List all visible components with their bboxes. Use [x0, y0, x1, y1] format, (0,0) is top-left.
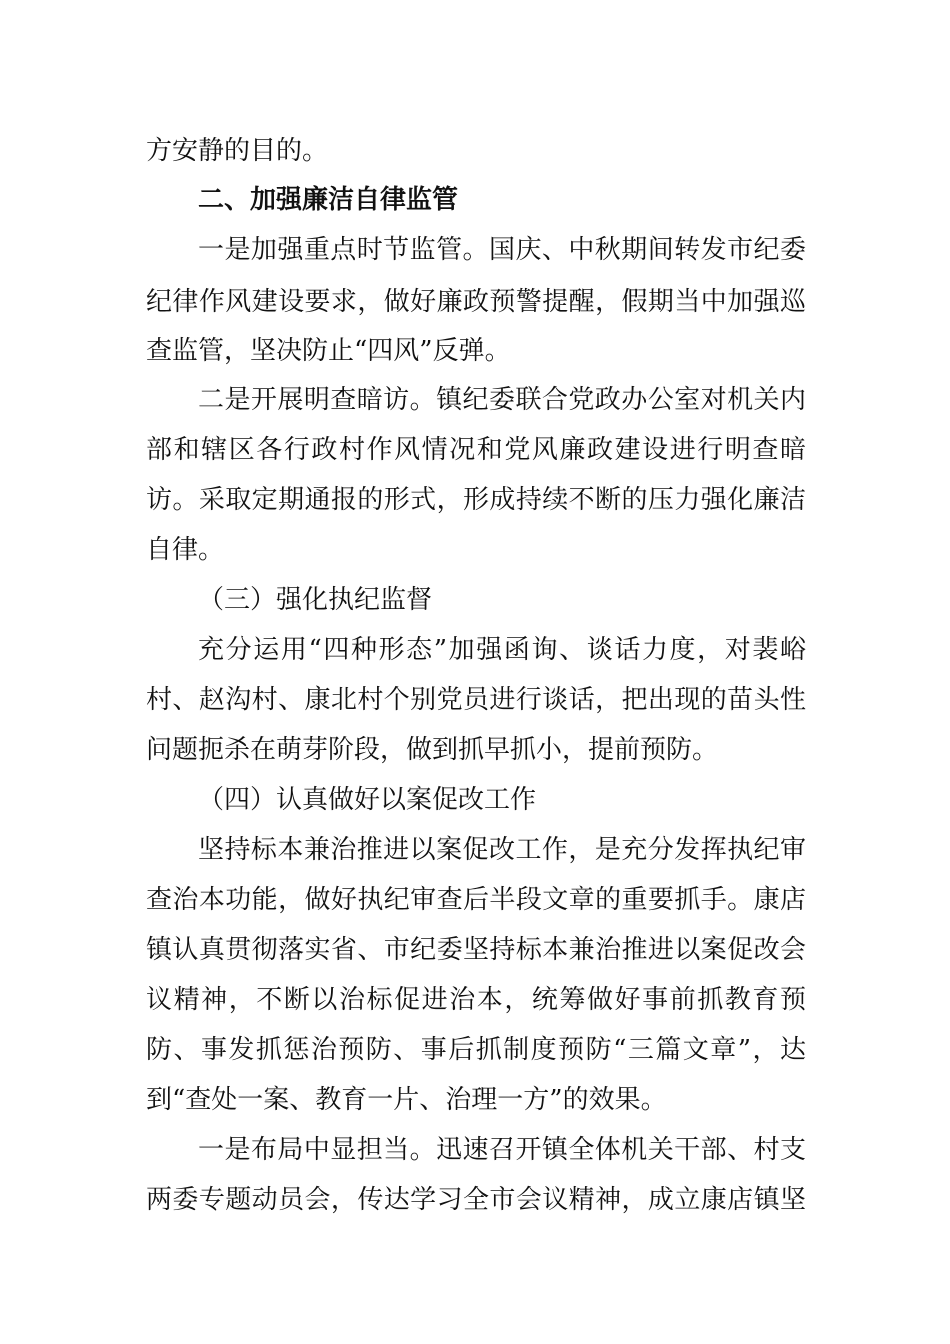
paragraph-line: 方安静的目的。: [146, 136, 329, 166]
paragraph-line: 到“查处一案、教育一片、治理一方”的效果。: [146, 1085, 667, 1115]
paragraph-line: 纪律作风建设要求，做好廉政预警提醒，假期当中加强巡: [146, 287, 806, 317]
paragraph-line: 镇认真贯彻落实省、市纪委坚持标本兼治推进以案促改会: [146, 935, 806, 965]
paragraph-line: 充分运用“四种形态”加强函询、谈话力度，对裴峪: [198, 635, 806, 665]
paragraph-line: 访。采取定期通报的形式，形成持续不断的压力强化廉洁: [146, 485, 806, 515]
paragraph-line: 一是布局中显担当。迅速召开镇全体机关干部、村支: [198, 1135, 806, 1165]
section-heading: （四）认真做好以案促改工作: [198, 785, 537, 815]
section-heading: （三）强化执纪监督: [198, 585, 433, 615]
paragraph-line: 防、事发抓惩治预防、事后抓制度预防“三篇文章”，达: [146, 1035, 806, 1065]
paragraph-line: 查监管，坚决防止“四风”反弹。: [146, 336, 511, 366]
paragraph-line: 问题扼杀在萌芽阶段，做到抓早抓小，提前预防。: [146, 735, 719, 765]
paragraph-line: 两委专题动员会，传达学习全市会议精神，成立康店镇坚: [146, 1185, 806, 1215]
paragraph-line: 查治本功能，做好执纪审查后半段文章的重要抓手。康店: [146, 885, 806, 915]
paragraph-line: 部和辖区各行政村作风情况和党风廉政建设进行明查暗: [146, 435, 806, 465]
paragraph-line: 坚持标本兼治推进以案促改工作，是充分发挥执纪审: [198, 835, 806, 865]
section-heading: 二、加强廉洁自律监管: [198, 185, 459, 215]
paragraph-line: 二是开展明查暗访。镇纪委联合党政办公室对机关内: [198, 385, 806, 415]
paragraph-line: 村、赵沟村、康北村个别党员进行谈话，把出现的苗头性: [146, 685, 806, 715]
paragraph-line: 一是加强重点时节监管。国庆、中秋期间转发市纪委: [198, 235, 806, 265]
paragraph-line: 议精神，不断以治标促进治本，统筹做好事前抓教育预: [146, 985, 806, 1015]
paragraph-line: 自律。: [146, 535, 225, 565]
